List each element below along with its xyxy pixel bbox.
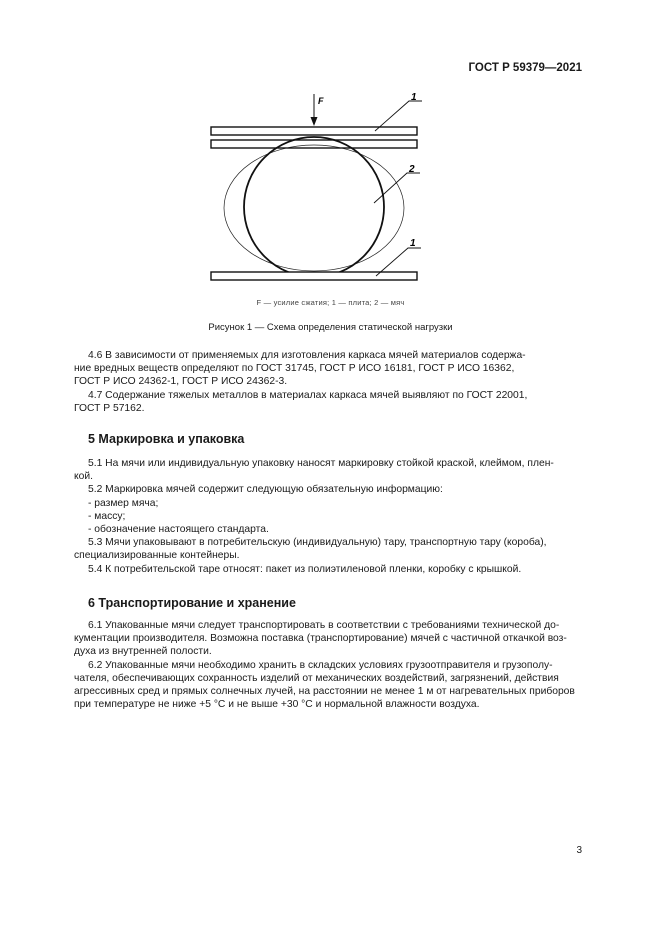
- para-5-3-line2: специализированные контейнеры.: [74, 550, 240, 562]
- label-plate-top: 1: [411, 92, 417, 103]
- para-6-1-line2: кументации производителя. Возможна поставка (транспортирование) мячей с частичной откачкой воз-: [74, 633, 567, 645]
- section-5-heading: 5 Маркировка и упаковка: [88, 432, 245, 446]
- para-6-2-line2: чателя, обеспечивающих сохранность изделий от механических воздействий, загрязнений, действия: [74, 672, 559, 684]
- section-6-text: [74, 619, 582, 711]
- section-4-text: [74, 349, 582, 415]
- para-5-1-line2: кой.: [74, 471, 93, 483]
- bottom-plate: [211, 272, 417, 280]
- static-load-diagram: [196, 88, 436, 288]
- figure-caption: Рисунок 1 — Схема определения статической нагрузки: [208, 322, 453, 333]
- para-6-2-line3: агрессивных сред и прямых солнечных лучей, на расстоянии не менее 1 м от нагревательных приборов: [74, 686, 575, 698]
- label-plate-bottom: 1: [410, 238, 416, 249]
- para-5-2: 5.2 Маркировка мячей содержит следующую обязательную информацию:: [88, 484, 443, 496]
- force-arrowhead: [311, 117, 318, 126]
- ball-outline: [244, 137, 384, 277]
- para-6-1-line3: духа из внутренней полости.: [74, 646, 212, 658]
- para-6-2-line1: 6.2 Упакованные мячи необходимо хранить в складских условиях грузоотправителя и грузополу-: [88, 659, 553, 671]
- para-5-1-line1: 5.1 На мячи или индивидуальную упаковку наносят маркировку стойкой краской, клеймом, плен-: [88, 458, 554, 469]
- para-4-7-line1: 4.7 Содержание тяжелых металлов в материалах каркаса мячей выявляют по ГОСТ 22001,: [88, 389, 528, 401]
- section-5-text: [74, 457, 582, 576]
- list-item: - обозначение настоящего стандарта.: [88, 524, 269, 536]
- figure-legend: F — усилие сжатия; 1 — плита; 2 — мяч: [256, 298, 405, 307]
- list-item: - размер мяча;: [88, 497, 159, 509]
- force-label: F: [318, 96, 324, 106]
- para-6-1-line1: 6.1 Упакованные мячи следует транспортировать в соответствии с требованиями технической до-: [88, 620, 560, 631]
- top-plate-upper: [211, 127, 417, 135]
- section-6-heading: 6 Транспортирование и хранение: [88, 596, 296, 610]
- document-id: ГОСТ Р 59379—2021: [468, 62, 582, 74]
- page-number: 3: [576, 845, 582, 856]
- label-ball: 2: [409, 164, 415, 175]
- top-plate-lower: [211, 140, 417, 148]
- para-4-6-line1: 4.6 В зависимости от применяемых для изготовления каркаса мячей материалов содержа-: [88, 350, 526, 361]
- ball-uncompressed-outline: [224, 145, 404, 271]
- para-4-7-line2: ГОСТ Р 57162.: [74, 402, 145, 414]
- para-4-6-line3: ГОСТ Р ИСО 24362-1, ГОСТ Р ИСО 24362-3.: [74, 376, 288, 388]
- para-4-6-line2: ние вредных веществ определяют по ГОСТ 31745, ГОСТ Р ИСО 16181, ГОСТ Р ИСО 16362,: [74, 363, 515, 375]
- para-5-4: 5.4 К потребительской таре относят: пакет из полиэтиленовой пленки, коробку с крышкой.: [88, 563, 522, 575]
- para-5-3-line1: 5.3 Мячи упаковывают в потребительскую (индивидуальную) тару, транспортную тару (короба),: [88, 537, 547, 549]
- list-item: - массу;: [88, 510, 126, 522]
- para-6-2-line4: при температуре не ниже +5 °C и не выше +30 °C и нормальной влажности воздуха.: [74, 699, 480, 711]
